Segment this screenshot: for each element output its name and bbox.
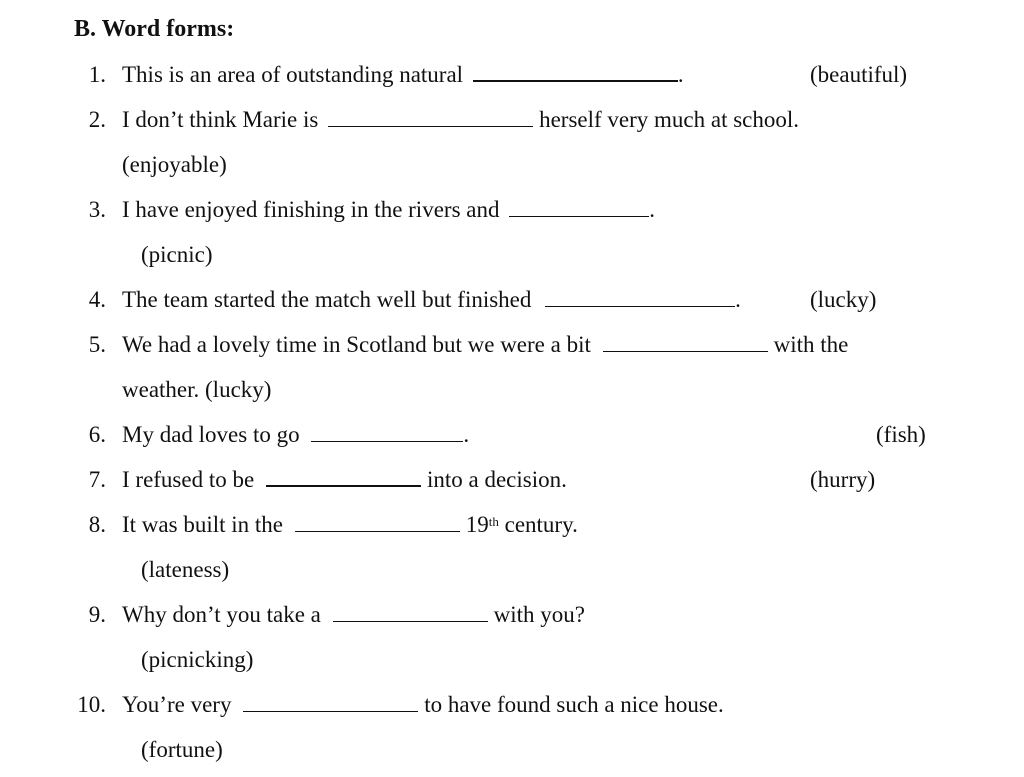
item-3-hint: (picnic) xyxy=(141,242,213,267)
item-2-hint: (enjoyable) xyxy=(122,152,227,177)
item-6-hint: (fish) xyxy=(876,422,926,447)
item-5-text-before: We had a lovely time in Scotland but we were a bit xyxy=(122,332,591,357)
item-5-continuation: weather. (lucky) xyxy=(122,377,272,402)
item-6-answer-blank[interactable] xyxy=(311,421,463,442)
item-2-text-before: I don’t think Marie is xyxy=(122,107,319,132)
item-8-ordinal-suffix: th xyxy=(488,514,499,529)
item-9-sentence xyxy=(122,600,585,630)
item-9-answer-blank[interactable] xyxy=(333,601,488,622)
item-1-text-after: . xyxy=(677,62,684,87)
item-3-answer-blank[interactable] xyxy=(509,196,649,217)
item-4-text-before: The team started the match well but finished xyxy=(122,287,532,312)
item-6-text-after: . xyxy=(463,422,470,447)
item-7-hint: (hurry) xyxy=(810,467,876,492)
item-2-sentence xyxy=(122,105,799,135)
item-10-text-before: You’re very xyxy=(122,692,232,717)
item-8-text-before: It was built in the xyxy=(122,512,283,537)
item-6-number: 6. xyxy=(88,422,106,447)
item-5-sentence xyxy=(122,330,848,360)
item-3-number: 3. xyxy=(88,197,106,222)
item-2-answer-blank[interactable] xyxy=(328,106,533,127)
item-1-hint: (beautiful) xyxy=(810,62,908,87)
section-heading: B. Word forms: xyxy=(74,16,235,42)
item-10-sentence xyxy=(122,690,724,720)
item-5-number: 5. xyxy=(88,332,106,357)
item-5-text-after: with the xyxy=(773,332,849,357)
item-8-sentence xyxy=(122,510,578,540)
item-9-text-after: with you? xyxy=(493,602,585,627)
item-5-answer-blank[interactable] xyxy=(603,331,768,352)
item-1-answer-blank[interactable] xyxy=(473,60,678,82)
item-8-number: 8. xyxy=(88,512,106,537)
item-10-answer-blank[interactable] xyxy=(243,691,418,712)
item-2-text-after: herself very much at school. xyxy=(539,107,800,132)
item-7-text-after: into a decision. xyxy=(426,467,567,492)
item-7-number: 7. xyxy=(88,467,106,492)
item-4-number: 4. xyxy=(88,287,106,312)
item-9-text-before: Why don’t you take a xyxy=(122,602,321,627)
item-1-text-before: This is an area of outstanding natural xyxy=(122,62,464,87)
item-2-number: 2. xyxy=(88,107,106,132)
item-7-sentence xyxy=(122,465,567,495)
item-7-answer-blank[interactable] xyxy=(266,465,421,487)
item-9-hint: (picnicking) xyxy=(141,647,254,672)
item-9-number: 9. xyxy=(88,602,106,627)
item-10-hint: (fortune) xyxy=(141,737,223,762)
item-4-hint: (lucky) xyxy=(810,287,877,312)
item-8-century-number: 19 xyxy=(465,512,489,537)
item-10-number: 10. xyxy=(77,692,106,717)
item-10-text-after: to have found such a nice house. xyxy=(424,692,724,717)
item-6-sentence xyxy=(122,420,469,450)
item-1-number: 1. xyxy=(88,62,106,87)
item-8-answer-blank[interactable] xyxy=(295,511,460,532)
item-4-text-after: . xyxy=(735,287,741,312)
item-1-sentence xyxy=(122,60,684,90)
item-4-sentence xyxy=(122,285,741,315)
item-3-text-after: . xyxy=(649,197,655,222)
item-7-text-before: I refused to be xyxy=(122,467,255,492)
item-8-text-after: century. xyxy=(504,512,578,537)
item-3-text-before: I have enjoyed finishing in the rivers and xyxy=(122,197,500,222)
item-6-text-before: My dad loves to go xyxy=(122,422,300,447)
item-3-sentence xyxy=(122,195,655,225)
item-4-answer-blank[interactable] xyxy=(545,286,735,307)
item-8-hint: (lateness) xyxy=(141,557,230,582)
